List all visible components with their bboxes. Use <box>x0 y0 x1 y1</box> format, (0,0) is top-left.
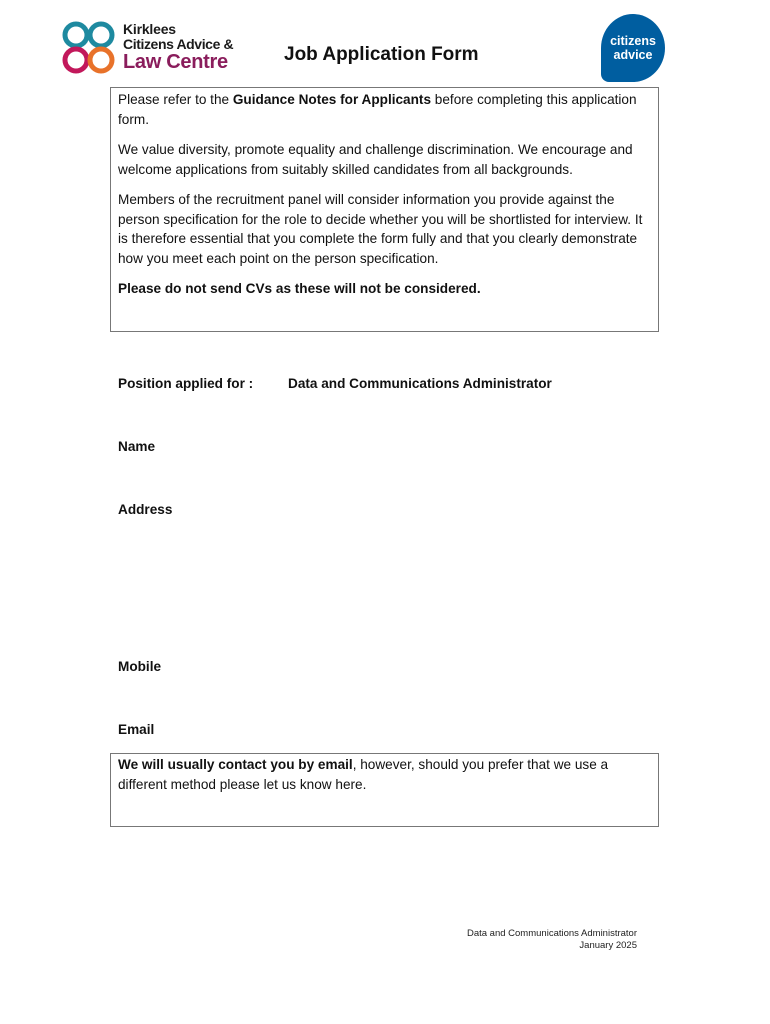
ca-logo-line1: citizens <box>610 34 656 48</box>
contact-note-bold: We will usually contact you by email <box>118 757 353 772</box>
intro-paragraph-1 <box>118 90 651 129</box>
intro-paragraph-2: We value diversity, promote equality and challenge discrimination. We encourage and welcome applications from suitably skilled candidates from all backgrounds. <box>118 142 633 177</box>
intro-paragraph-4 <box>118 279 651 299</box>
email-label: Email <box>118 722 155 737</box>
intro-box <box>110 87 659 332</box>
intro-paragraph-3: Members of the recruitment panel will consider information you provide against the person specification for the role to decide whether you will be shortlisted for interview. It is therefore essential that you complete the form fully and that you clearly demonstrate how you meet each point on the person specification. <box>118 192 643 266</box>
footer-role: Data and Communications Administrator <box>466 928 637 939</box>
contact-preference-box[interactable] <box>110 753 659 827</box>
org-name-line3: Law Centre <box>123 51 228 73</box>
contact-note-rest: , however, should you prefer that we use a different method please let us know here. <box>118 757 609 792</box>
intro-p1-post: before completing this application form. <box>118 92 637 127</box>
org-name-line1: Kirklees <box>123 21 176 37</box>
guidance-notes-ref: Guidance Notes for Applicants <box>232 92 432 107</box>
contact-note <box>118 755 651 794</box>
no-cv-notice: Please do not send CVs as these will not be considered. <box>118 281 481 296</box>
position-value[interactable]: Data and Communications Administrator <box>288 376 552 391</box>
citizens-advice-logo-icon <box>601 14 665 82</box>
page-title: Job Application Form <box>284 44 479 65</box>
address-label: Address <box>118 502 173 517</box>
org-name-line2: Citizens Advice & <box>123 36 234 52</box>
ca-logo-line2: advice <box>613 48 653 62</box>
intro-p1-pre: Please refer to the <box>118 92 233 107</box>
footer-date: January 2025 <box>579 940 637 951</box>
mobile-label: Mobile <box>118 659 162 674</box>
org-name <box>123 22 233 72</box>
footer <box>467 928 637 952</box>
position-label: Position applied for : <box>118 376 254 391</box>
name-label: Name <box>118 439 156 454</box>
